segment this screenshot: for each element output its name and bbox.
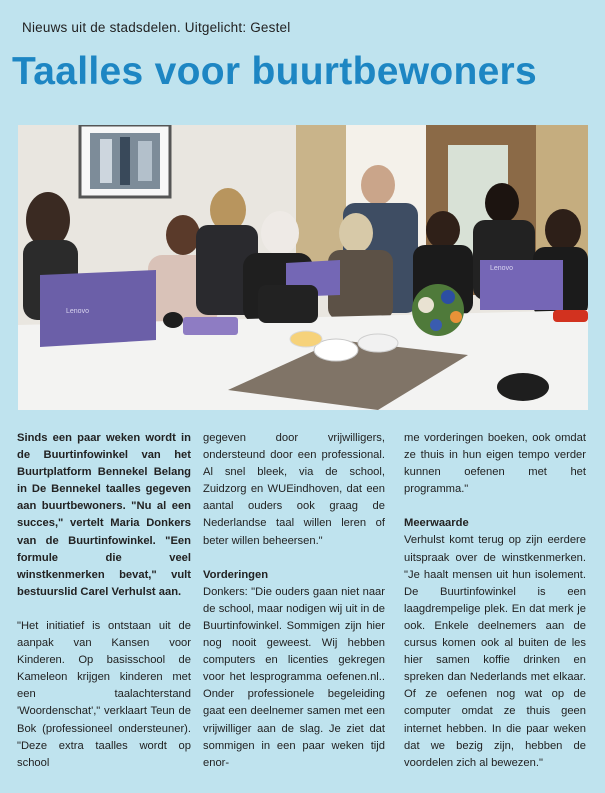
column-2: [203, 430, 385, 772]
body-paragraph: Donkers: "Die ouders gaan niet naar de school, maar nodigen wij uit in de Buurtinfowinkel. Sommigen zijn hier nog nooit geweest. Wij hebben computers en licenties gekregen voor het lesprogramma oefenen.nl.. Onder professionele begeleiding gaat een deelnemer samen met een vrijwilliger aan de slag. Je ziet dat sommigen in een paar weken tijd enor-: [203, 585, 385, 769]
body-paragraph: Verhulst komt terug op zijn eerdere uitspraak over de winstkenmerken. "Je haalt mensen uit hun isolement. De Buurtinfowinkel is een laagdrempelige plek. En dat merk je ook. Enkele deelnemers aan de cursus komen ook al buiten de les hier samen koffie drinken en spreken dan Nederlands met elkaar. Of ze oefenen nog wat op de computer omdat ze thuis geen internet hebben. In die paar weken dat we bezig zijn, hebben de voordelen zich al bewezen.": [404, 534, 586, 769]
subheading: Meerwaarde: [404, 517, 469, 530]
article-photo: [18, 125, 588, 410]
article-title: Taalles voor buurtbewoners: [12, 50, 538, 93]
lead-paragraph: Sinds een paar weken wordt in de Buurtinfowinkel van het Buurtplatform Bennekel Belang in De Bennekel taalles gegeven aan buurtbewoners. "Nu al een succes," vertelt Maria Donkers van de Buurtinfowinkel. "Een formule die veel winstkenmerken bevat," vult bestuurslid Carel Verhulst aan.: [17, 432, 191, 598]
svg-text:Lenovo: Lenovo: [490, 265, 513, 272]
body-paragraph: me vorderingen boeken, ook omdat ze thuis in hun eigen tempo verder kunnen oefenen met het programma.": [404, 432, 586, 496]
body-paragraph: gegeven door vrijwilligers, ondersteund door een professional. Al snel bleek, via de school, Zuidzorg en WUEindhoven, dat een aantal ouders ook graag de Nederlandse taal willen leren of beter willen beheersen.": [203, 432, 385, 547]
column-3: [404, 430, 586, 772]
column-1: [17, 430, 191, 772]
laptop-right: [480, 260, 563, 310]
subheading: Vorderingen: [203, 568, 269, 581]
body-paragraph: "Het initiatief is ontstaan uit de aanpak van Kansen voor Kinderen. Op basisschool de Kameleon krijgen kinderen met een taalachterstand 'Woordenschat'," verklaart Teun de Bok (professioneel ondersteuner). "Deze extra taalles wordt op school: [17, 619, 191, 769]
section-kicker: Nieuws uit de stadsdelen. Uitgelicht: Gestel: [22, 20, 291, 35]
laptop-left: [40, 270, 156, 347]
svg-text:Lenovo: Lenovo: [66, 308, 89, 315]
